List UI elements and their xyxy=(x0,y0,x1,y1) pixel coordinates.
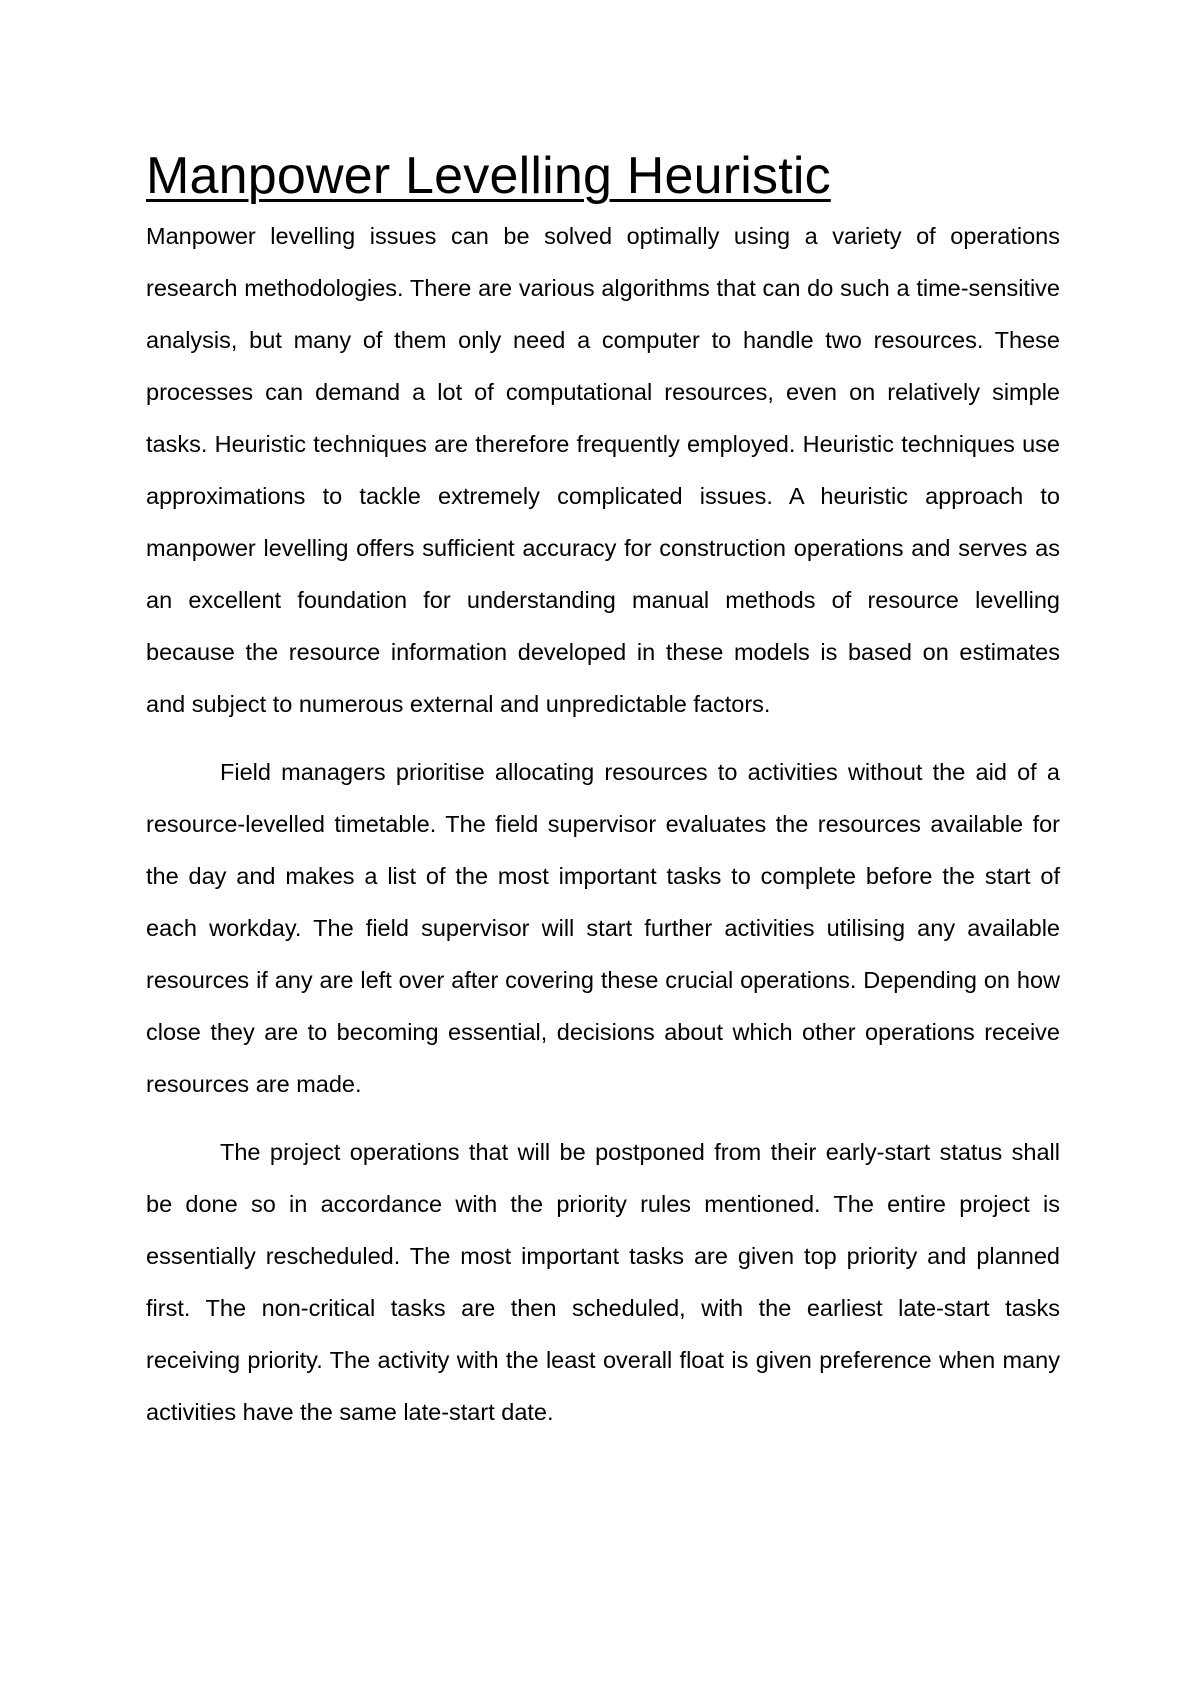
paragraph-field-managers: Field managers prioritise allocating resources to activities without the aid of a resource-levelled timetable. The field supervisor evaluates the resources available for the day and makes a list of the most important tasks to complete before the start of each workday. The field supervisor will start further activities utilising any available resources if any are left over after covering these crucial operations. Depending on how close they are to becoming essential, decisions about which other operations receive resources are made. xyxy=(146,759,1060,1097)
paragraph-project-operations: The project operations that will be postponed from their early-start status shall be done so in accordance with the priority rules mentioned. The entire project is essentially rescheduled. The most important tasks are given top priority and planned first. The non-critical tasks are then scheduled, with the earliest late-start tasks receiving priority. The activity with the least overall float is given preference when many activities have the same late-start date. xyxy=(146,1139,1060,1425)
paragraph-intro: Manpower levelling issues can be solved optimally using a variety of operations research methodologies. There are various algorithms that can do such a time-sensitive analysis, but many of them only need a computer to handle two resources. These processes can demand a lot of computational resources, even on relatively simple tasks. Heuristic techniques are therefore frequently employed. Heuristic techniques use approximations to tackle extremely complicated issues. A heuristic approach to manpower levelling offers sufficient accuracy for construction operations and serves as an excellent foundation for understanding manual methods of resource levelling because the resource information developed in these models is based on estimates and subject to numerous external and unpredictable factors. xyxy=(146,223,1060,717)
document-title: Manpower Levelling Heuristic xyxy=(146,147,831,205)
document-body xyxy=(146,146,1060,1438)
